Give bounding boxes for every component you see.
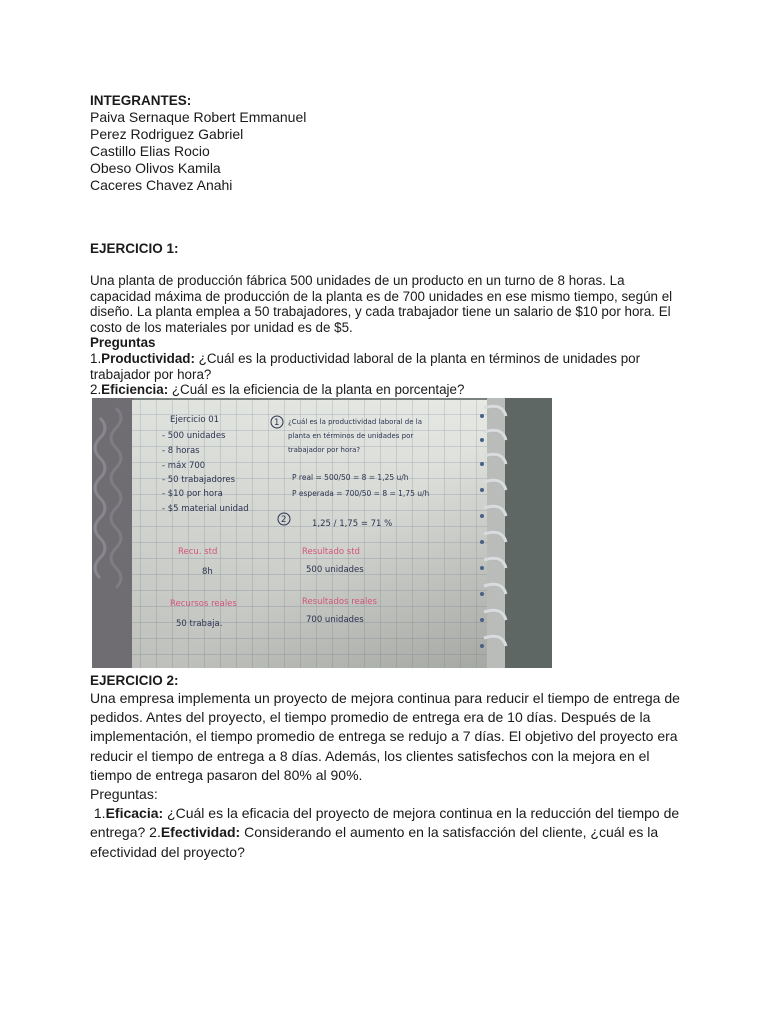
member-name: Perez Rodriguez Gabriel xyxy=(90,126,244,142)
notebook-text: - $5 material unidad xyxy=(162,504,249,514)
exercise-1-title: EJERCICIO 1: xyxy=(90,241,179,256)
question-term: Eficacia: xyxy=(105,805,164,822)
members-heading: INTEGRANTES: xyxy=(90,93,192,108)
notebook-red-text: Recu. std xyxy=(178,547,218,557)
exercise-2-questions xyxy=(90,804,680,862)
notebook-text: ¿Cuál es la productividad laboral de la xyxy=(288,418,423,426)
member-name: Caceres Chavez Anahi xyxy=(90,177,233,193)
notebook-text: 50 trabaja. xyxy=(176,619,223,629)
notebook-text: P real = 500/50 = 8 = 1,25 u/h xyxy=(292,473,409,482)
question-number: 1. xyxy=(90,350,102,366)
question-term: Eficiencia: xyxy=(101,382,169,398)
question-term: Efectividad: xyxy=(160,824,241,841)
exercise-2-title: EJERCICIO 2: xyxy=(90,673,179,688)
notebook-circle-number: 1 xyxy=(274,418,280,428)
exercise-1-question-2 xyxy=(90,382,680,398)
exercise-2 xyxy=(90,672,680,862)
member-name: Paiva Sernaque Robert Emmanuel xyxy=(90,109,307,125)
exercise-1-questions-label: Preguntas xyxy=(90,335,156,351)
notebook-text: trabajador por hora? xyxy=(288,446,361,454)
question-text: ¿Cuál es la eficiencia de la planta en porcentaje? xyxy=(168,382,465,398)
notebook-text: 8h xyxy=(202,567,213,577)
question-text: ¿Cuál es la productividad laboral de la planta en términos de unidades por trabajador por hora? xyxy=(90,350,641,382)
exercise-2-questions-label: Preguntas: xyxy=(90,786,158,803)
exercise-2-problem: Una empresa implementa un proyecto de mejora continua para reducir el tiempo de entrega de pedidos. Antes del proyecto, el tiempo promedio de entrega era de 10 días. Después de la implementación, el tiempo promedio de entrega se redujo a 7 días. El objetivo del proyecto era reducir el tiempo de entrega a 8 días. Además, los clientes satisfechos con la mejora en el tiempo de entrega pasaron del 80% al 90%. xyxy=(90,690,680,783)
notebook-red-text: Resultado std xyxy=(302,547,360,557)
notebook-text: planta en términos de unidades por xyxy=(288,432,414,440)
question-term: Productividad: xyxy=(101,350,195,366)
question-text: ¿Cuál es la eficacia del proyecto de mejora continua en la reducción del tiempo de entrega? 2. xyxy=(90,805,680,841)
member-name: Obeso Olivos Kamila xyxy=(90,160,221,176)
notebook-text: - máx 700 xyxy=(162,461,206,471)
question-number: 1. xyxy=(93,805,106,822)
notebook-text: 700 unidades xyxy=(306,615,364,625)
notebook-photo xyxy=(92,398,552,668)
members-section xyxy=(90,92,306,194)
notebook-text: - 8 horas xyxy=(162,446,200,456)
notebook-text: P esperada = 700/50 = 8 = 1,75 u/h xyxy=(292,489,430,498)
notebook-text: 500 unidades xyxy=(306,565,364,575)
notebook-text: - 500 unidades xyxy=(162,431,226,441)
exercise-1 xyxy=(90,240,680,398)
notebook-red-text: Resultados reales xyxy=(302,597,377,607)
notebook-circle-number: 2 xyxy=(281,515,287,525)
notebook-text: Ejercicio 01 xyxy=(170,415,220,425)
notebook-text: - 50 trabajadores xyxy=(162,475,236,485)
member-name: Castillo Elias Rocio xyxy=(90,143,210,159)
exercise-1-problem: Una planta de producción fábrica 500 unidades de un producto en un turno de 8 horas. La capacidad máxima de producción de la planta es de 700 unidades en ese mismo tiempo, según el diseño. La planta emplea a 50 trabajadores, y cada trabajador tiene un salario de $10 por hora. El costo de los materiales por unidad es de $5. xyxy=(90,273,673,335)
notebook-red-text: Recursos reales xyxy=(170,599,237,609)
question-text: Considerando el aumento en la satisfacción del cliente, ¿cuál es la efectividad del proyecto? xyxy=(90,824,659,860)
exercise-1-question-1 xyxy=(90,351,680,382)
notebook-text: - $10 por hora xyxy=(162,489,223,499)
notebook-text: 1,25 / 1,75 = 71 % xyxy=(312,519,393,529)
question-number: 2. xyxy=(90,382,102,398)
